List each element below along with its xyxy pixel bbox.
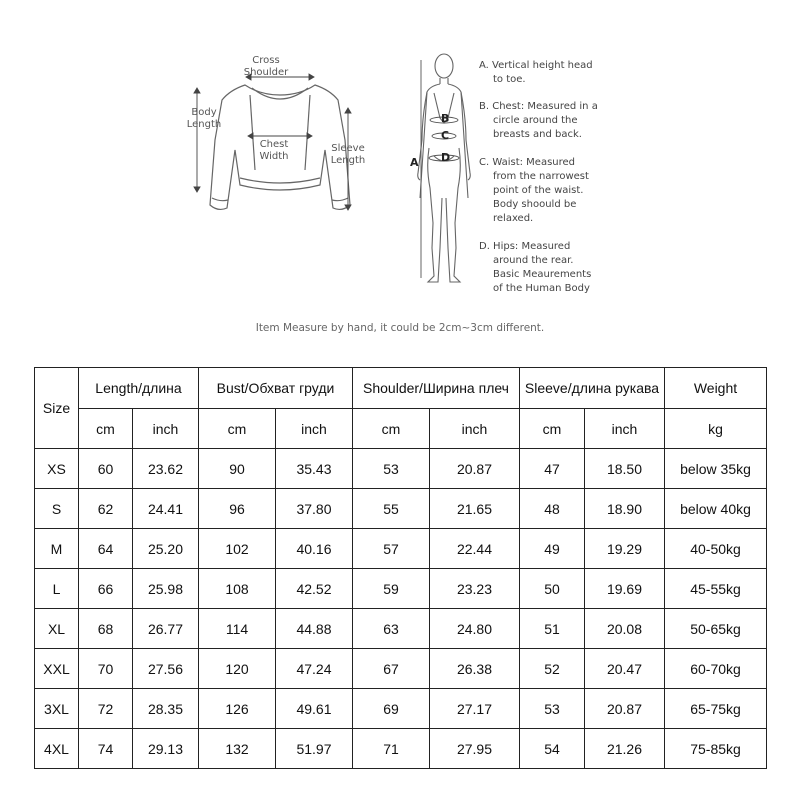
table-cell: below 40kg [665,489,767,529]
sleeve-length-line-1: Sleeve [331,143,365,154]
legend-d-line-4: of the Human Body [493,283,590,294]
table-cell: 53 [353,449,430,489]
table-cell: 27.17 [430,689,520,729]
table-cell: 63 [353,609,430,649]
legend-a [479,59,609,87]
table-cell: 35.43 [276,449,353,489]
table-cell: 47 [520,449,585,489]
table-cell: 22.44 [430,529,520,569]
table-cell: 71 [353,729,430,769]
table-cell: 132 [199,729,276,769]
sleeve-header: Sleeve/длина рукава [520,368,665,409]
table-cell: 29.13 [133,729,199,769]
table-cell: 40-50kg [665,529,767,569]
size-cell: M [35,529,79,569]
table-cell: 26.38 [430,649,520,689]
cross-shoulder-label [240,55,292,79]
size-cell: XS [35,449,79,489]
marker-a: A [410,156,419,169]
size-header: Size [35,368,79,449]
table-row [35,489,767,529]
legend-a-line-2: to toe. [493,74,526,85]
table-cell: 25.98 [133,569,199,609]
table-cell: 19.29 [585,529,665,569]
table-cell: 23.62 [133,449,199,489]
legend-b-line-2: circle around the [493,115,578,126]
sleeve-length-label [325,143,371,167]
table-cell: 25.20 [133,529,199,569]
unit-cell: inch [133,409,199,449]
table-body [35,449,767,769]
marker-c: C [441,129,450,142]
table-cell: 50-65kg [665,609,767,649]
body-length-label [180,107,228,131]
table-cell: 47.24 [276,649,353,689]
cross-shoulder-line-1: Cross [252,55,280,66]
table-cell: 20.47 [585,649,665,689]
unit-cell: inch [430,409,520,449]
table-cell: 18.50 [585,449,665,489]
table-cell: 108 [199,569,276,609]
table-cell: 28.35 [133,689,199,729]
size-cell: S [35,489,79,529]
table-row [35,449,767,489]
table-cell: 49 [520,529,585,569]
sleeve-length-line-2: Length [330,155,366,166]
table-header-row [35,368,767,409]
table-cell: 96 [199,489,276,529]
table-cell: below 35kg [665,449,767,489]
table-row [35,609,767,649]
table-cell: 45-55kg [665,569,767,609]
table-cell: 49.61 [276,689,353,729]
table-cell: 20.87 [585,689,665,729]
table-row [35,649,767,689]
table-cell: 24.80 [430,609,520,649]
table-cell: 44.88 [276,609,353,649]
table-cell: 57 [353,529,430,569]
legend-c-line-4: Body shoould be [493,199,577,210]
table-cell: 69 [353,689,430,729]
legend-b-line-3: breasts and back. [493,129,582,140]
table-cell: 74 [79,729,133,769]
table-cell: 37.80 [276,489,353,529]
table-row [35,689,767,729]
table-cell: 60-70kg [665,649,767,689]
table-cell: 59 [353,569,430,609]
chest-width-line-2: Width [259,151,289,162]
table-cell: 72 [79,689,133,729]
legend-d-line-3: Basic Meaurements [493,269,592,280]
table-cell: 68 [79,609,133,649]
chest-width-label [250,139,298,163]
table-cell: 64 [79,529,133,569]
table-cell: 51.97 [276,729,353,769]
table-cell: 90 [199,449,276,489]
measurement-note: Item Measure by hand, it could be 2cm~3cm different. [255,322,545,334]
table-cell: 126 [199,689,276,729]
table-cell: 114 [199,609,276,649]
table-cell: 40.16 [276,529,353,569]
table-cell: 55 [353,489,430,529]
table-cell: 54 [520,729,585,769]
legend-b [479,100,609,142]
table-cell: 102 [199,529,276,569]
legend-b-line-1: B. Chest: Measured in a [479,101,598,112]
table-cell: 18.90 [585,489,665,529]
legend-c-line-3: point of the waist. [493,185,584,196]
table-row [35,569,767,609]
table-cell: 53 [520,689,585,729]
table-cell: 70 [79,649,133,689]
unit-cell: inch [585,409,665,449]
table-cell: 52 [520,649,585,689]
size-chart-table [34,367,767,769]
table-cell: 60 [79,449,133,489]
table-cell: 19.69 [585,569,665,609]
unit-cell: kg [665,409,767,449]
marker-d: D [441,151,451,164]
unit-cell: cm [353,409,430,449]
table-cell: 67 [353,649,430,689]
legend-a-line-1: A. Vertical height head [479,60,593,71]
legend-d [479,240,609,296]
table-cell: 21.26 [585,729,665,769]
cross-shoulder-line-2: Shoulder [243,67,289,78]
table-row [35,729,767,769]
legend-d-line-1: D. Hips: Measured [479,241,571,252]
table-cell: 62 [79,489,133,529]
weight-header: Weight [665,368,767,409]
table-cell: 50 [520,569,585,609]
table-cell: 21.65 [430,489,520,529]
table-cell: 24.41 [133,489,199,529]
table-cell: 20.08 [585,609,665,649]
unit-cell: cm [520,409,585,449]
marker-b: B [441,112,450,125]
table-cell: 65-75kg [665,689,767,729]
size-cell: XL [35,609,79,649]
body-length-line-2: Length [186,119,222,130]
size-cell: 4XL [35,729,79,769]
legend-c-line-1: C. Waist: Measured [479,157,576,168]
legend-d-line-2: around the rear. [493,255,574,266]
size-cell: XXL [35,649,79,689]
unit-cell: inch [276,409,353,449]
legend-c-line-2: from the narrowest [493,171,589,182]
table-cell: 26.77 [133,609,199,649]
table-cell: 42.52 [276,569,353,609]
table-cell: 66 [79,569,133,609]
body-length-line-1: Body [191,107,217,118]
table-cell: 75-85kg [665,729,767,769]
table-units-row [35,409,767,449]
length-header: Length/длина [79,368,199,409]
unit-cell: cm [79,409,133,449]
legend-c-line-5: relaxed. [493,213,534,224]
table-cell: 23.23 [430,569,520,609]
table-cell: 20.87 [430,449,520,489]
size-cell: L [35,569,79,609]
table-row [35,529,767,569]
human-body-diagram [400,48,485,298]
table-cell: 27.95 [430,729,520,769]
table-cell: 51 [520,609,585,649]
bust-header: Bust/Обхват груди [199,368,353,409]
table-cell: 48 [520,489,585,529]
table-cell: 27.56 [133,649,199,689]
shoulder-header: Shoulder/Ширина плеч [353,368,520,409]
table-cell: 120 [199,649,276,689]
unit-cell: cm [199,409,276,449]
legend-c [479,156,609,226]
chest-width-line-1: Chest [259,139,289,150]
size-cell: 3XL [35,689,79,729]
